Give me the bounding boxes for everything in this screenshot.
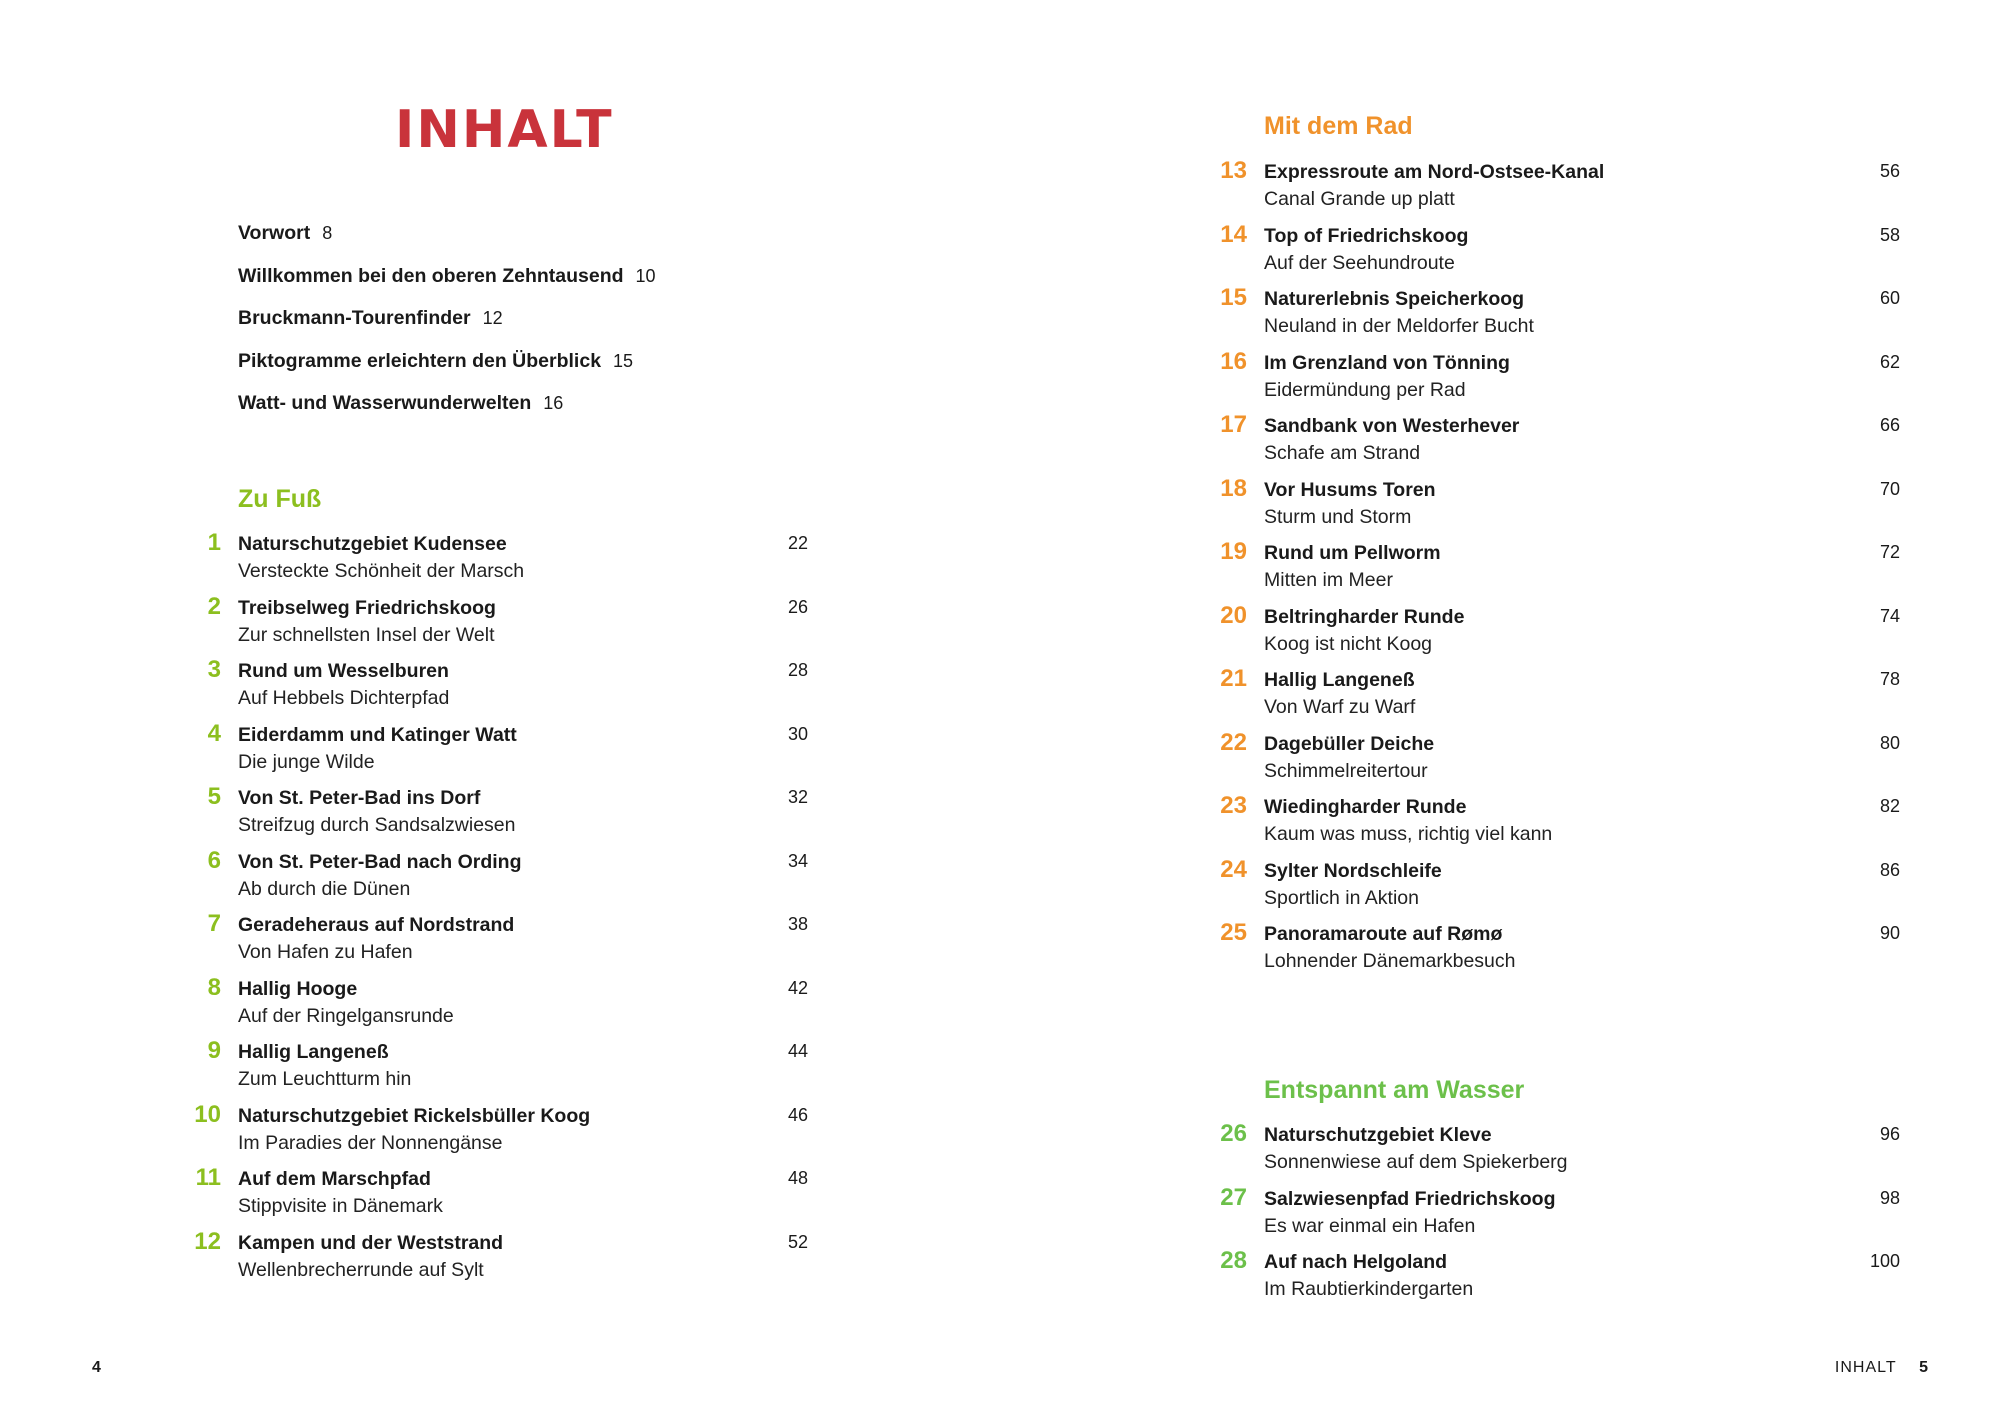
tour-subtitle: Zum Leuchtturm hin [238, 1068, 412, 1090]
tour-title: Eiderdamm und Katinger Watt [238, 723, 517, 746]
toc-entry[interactable] [1220, 474, 1924, 543]
tour-title: Sandbank von Westerhever [1264, 415, 1520, 437]
section-heading-zu-fuss: Zu Fuß [238, 485, 322, 513]
intro-item-title: Bruckmann-Tourenfinder [238, 307, 471, 329]
tour-number: 12 [194, 1227, 221, 1255]
tour-title: Naturerlebnis Speicherkoog [1264, 288, 1525, 310]
tour-title: Kampen und der Weststrand [238, 1231, 504, 1254]
toc-entry[interactable] [207, 719, 838, 788]
tour-page-number: 44 [787, 1041, 808, 1061]
tour-page-number: 28 [787, 660, 808, 680]
tour-subtitle: Streifzug durch Sandsalzwiesen [238, 814, 516, 836]
tour-page-number: 26 [787, 596, 808, 617]
tour-title: Hallig Langeneß [238, 1041, 389, 1063]
tour-number: 26 [1220, 1120, 1247, 1147]
tour-subtitle: Sturm und Storm [1264, 505, 1412, 528]
tour-title: Von St. Peter-Bad ins Dorf [238, 787, 481, 809]
toc-entry[interactable] [207, 910, 838, 978]
tour-title: Naturschutzgebiet Rickelsbüller Koog [238, 1104, 591, 1127]
toc-entry[interactable] [1220, 157, 1924, 225]
tour-number: 10 [194, 1100, 221, 1128]
tour-page-number: 98 [1879, 1187, 1900, 1208]
tour-page-number: 58 [1879, 224, 1900, 245]
intro-item-page: 8 [322, 223, 333, 243]
tour-title: Hallig Hooge [238, 977, 358, 1000]
tour-subtitle: Es war einmal ein Hafen [1264, 1214, 1476, 1237]
tour-page-number: 34 [787, 850, 808, 871]
tour-subtitle: Auf der Seehundroute [1264, 251, 1455, 274]
tour-page-number: 38 [787, 914, 808, 934]
tour-number: 18 [1220, 474, 1247, 502]
toc-entry[interactable] [1220, 538, 1924, 606]
toc-entry[interactable] [1220, 284, 1924, 352]
toc-entry[interactable] [195, 1164, 838, 1232]
tour-number: 4 [207, 719, 221, 747]
tour-number: 15 [1220, 284, 1247, 311]
tour-number: 9 [207, 1037, 221, 1064]
tour-number: 14 [1220, 220, 1247, 248]
toc-entry[interactable] [1220, 919, 1924, 987]
tour-page-number: 30 [787, 723, 808, 744]
intro-item-page: 10 [635, 265, 656, 286]
intro-item-page: 12 [482, 308, 503, 328]
tour-subtitle: Sportlich in Aktion [1264, 886, 1420, 909]
tour-subtitle: Neuland in der Meldorfer Bucht [1264, 315, 1534, 337]
intro-item[interactable] [238, 392, 656, 435]
tour-page-number: 74 [1879, 605, 1900, 626]
tour-title: Auf nach Helgoland [1264, 1251, 1448, 1273]
tour-subtitle: Canal Grande up platt [1264, 188, 1455, 210]
tour-page-number: 56 [1879, 161, 1900, 181]
intro-item[interactable] [238, 307, 656, 350]
tour-subtitle: Auf Hebbels Dichterpfad [238, 687, 450, 709]
tour-number: 13 [1220, 157, 1247, 184]
toc-entry[interactable] [207, 656, 838, 724]
section-heading-rad: Mit dem Rad [1264, 112, 1413, 140]
tour-subtitle: Im Paradies der Nonnengänse [238, 1131, 503, 1154]
toc-entry[interactable] [1220, 855, 1924, 924]
tour-number: 24 [1220, 855, 1247, 883]
tour-number: 16 [1220, 347, 1247, 375]
tour-subtitle: Ab durch die Dünen [238, 877, 411, 900]
tour-subtitle: Lohnender Dänemarkbesuch [1264, 950, 1516, 972]
tour-number: 19 [1220, 538, 1247, 565]
tour-page-number: 86 [1879, 859, 1900, 880]
running-footer-right [1835, 1358, 1928, 1378]
tour-subtitle: Stippvisite in Dänemark [238, 1195, 443, 1217]
intro-item[interactable] [238, 350, 656, 393]
tour-subtitle: Die junge Wilde [238, 750, 375, 773]
toc-entry[interactable] [1220, 601, 1924, 670]
tour-title: Panoramaroute auf Rømø [1264, 923, 1503, 945]
section-list-wasser [1220, 1120, 1924, 1315]
tour-subtitle: Auf der Ringelgansrunde [238, 1004, 454, 1027]
toc-entry[interactable] [207, 846, 838, 915]
tour-number: 8 [207, 973, 221, 1001]
page-number-right: 5 [1919, 1359, 1928, 1376]
toc-entry[interactable] [207, 529, 838, 597]
intro-list [238, 222, 656, 435]
intro-item-page: 15 [613, 350, 634, 371]
tour-number: 3 [207, 656, 221, 683]
tour-number: 21 [1220, 665, 1247, 692]
tour-subtitle: Eidermündung per Rad [1264, 378, 1466, 401]
tour-page-number: 72 [1879, 542, 1900, 562]
toc-entry[interactable] [1220, 1183, 1924, 1252]
tour-number: 20 [1220, 601, 1247, 629]
footer-label: INHALT [1834, 1359, 1897, 1376]
tour-page-number: 80 [1879, 732, 1900, 753]
toc-entry[interactable] [1220, 728, 1924, 797]
toc-entry[interactable] [207, 973, 838, 1042]
tour-page-number: 60 [1879, 288, 1900, 308]
tour-subtitle: Koog ist nicht Koog [1264, 632, 1433, 655]
tour-number: 5 [207, 783, 221, 810]
tour-subtitle: Im Raubtierkindergarten [1264, 1278, 1474, 1300]
tour-number: 2 [207, 592, 221, 620]
toc-entry[interactable] [1220, 411, 1924, 479]
tour-title: Geradeheraus auf Nordstrand [238, 914, 515, 936]
tour-title: Vor Husums Toren [1264, 478, 1436, 501]
tour-subtitle: Von Hafen zu Hafen [238, 941, 413, 963]
toc-entry[interactable] [1220, 347, 1924, 416]
tour-title: Im Grenzland von Tönning [1264, 351, 1510, 374]
tour-page-number: 22 [787, 533, 808, 553]
toc-entry[interactable] [1220, 220, 1924, 289]
toc-entry[interactable] [1220, 1120, 1924, 1188]
tour-subtitle: Zur schnellsten Insel der Welt [238, 623, 495, 646]
tour-page-number: 82 [1879, 796, 1900, 816]
tour-subtitle: Schafe am Strand [1264, 442, 1421, 464]
tour-page-number: 66 [1879, 415, 1900, 435]
tour-title: Dagebüller Deiche [1264, 732, 1435, 755]
tour-subtitle: Schimmelreitertour [1264, 759, 1428, 782]
tour-page-number: 70 [1879, 478, 1900, 499]
tour-page-number: 78 [1879, 669, 1900, 689]
tour-title: Von St. Peter-Bad nach Ording [238, 850, 522, 873]
tour-title: Naturschutzgebiet Kudensee [238, 533, 507, 555]
tour-title: Wiedingharder Runde [1264, 796, 1467, 818]
toc-entry[interactable] [207, 1037, 838, 1105]
page-title: INHALT [395, 100, 614, 160]
tour-page-number: 48 [787, 1168, 808, 1188]
intro-item-title: Willkommen bei den oberen Zehntausend [238, 264, 624, 287]
intro-item[interactable] [238, 222, 656, 265]
tour-number: 28 [1220, 1247, 1247, 1274]
tour-title: Auf dem Marschpfad [238, 1168, 431, 1190]
tour-page-number: 90 [1879, 923, 1900, 943]
intro-item[interactable] [238, 265, 656, 308]
tour-page-number: 96 [1879, 1124, 1900, 1144]
intro-item-title: Watt- und Wasserwunderwelten [238, 392, 532, 414]
intro-item-page: 16 [543, 393, 564, 413]
tour-number: 27 [1220, 1183, 1247, 1211]
tour-page-number: 100 [1869, 1251, 1900, 1271]
tour-subtitle: Von Warf zu Warf [1264, 696, 1416, 718]
tour-title: Top of Friedrichskoog [1264, 224, 1469, 247]
tour-page-number: 42 [787, 977, 808, 998]
tour-number: 1 [207, 529, 221, 556]
tour-subtitle: Kaum was muss, richtig viel kann [1264, 823, 1553, 845]
section-list-rad [1220, 157, 1924, 987]
toc-entry[interactable] [194, 1100, 838, 1169]
tour-subtitle: Wellenbrecherrunde auf Sylt [238, 1258, 484, 1281]
tour-page-number: 52 [787, 1231, 808, 1252]
toc-entry[interactable] [1220, 665, 1924, 733]
section-list-zu-fuss [194, 529, 838, 1295]
tour-subtitle: Versteckte Schönheit der Marsch [238, 560, 525, 582]
tour-title: Rund um Wesselburen [238, 660, 449, 682]
tour-number: 11 [195, 1164, 221, 1191]
tour-number: 25 [1220, 919, 1247, 946]
tour-page-number: 46 [787, 1104, 808, 1125]
tour-number: 6 [207, 846, 221, 874]
tour-title: Beltringharder Runde [1264, 605, 1465, 628]
toc-entry[interactable] [1220, 1247, 1924, 1315]
tour-number: 23 [1220, 792, 1247, 819]
tour-title: Hallig Langeneß [1264, 669, 1415, 691]
toc-entry[interactable] [207, 592, 838, 661]
tour-number: 7 [207, 910, 221, 937]
tour-title: Expressroute am Nord-Ostsee-Kanal [1264, 161, 1605, 183]
intro-item-title: Vorwort [238, 222, 311, 244]
intro-item-title: Piktogramme erleichtern den Überblick [238, 349, 602, 372]
tour-subtitle: Mitten im Meer [1264, 569, 1393, 591]
tour-subtitle: Sonnenwiese auf dem Spiekerberg [1264, 1151, 1568, 1173]
tour-title: Naturschutzgebiet Kleve [1264, 1124, 1492, 1146]
tour-title: Treibselweg Friedrichskoog [238, 596, 496, 619]
section-heading-wasser: Entspannt am Wasser [1264, 1076, 1525, 1104]
tour-page-number: 32 [787, 787, 808, 807]
page-number-left: 4 [92, 1359, 101, 1376]
tour-title: Salzwiesenpfad Friedrichskoog [1264, 1187, 1556, 1210]
toc-entry[interactable] [1220, 792, 1924, 860]
tour-title: Rund um Pellworm [1264, 542, 1441, 564]
tour-title: Sylter Nordschleife [1264, 859, 1442, 882]
tour-number: 17 [1220, 411, 1247, 438]
tour-page-number: 62 [1879, 351, 1900, 372]
toc-entry[interactable] [207, 783, 838, 851]
toc-entry[interactable] [194, 1227, 838, 1296]
tour-number: 22 [1220, 728, 1247, 756]
